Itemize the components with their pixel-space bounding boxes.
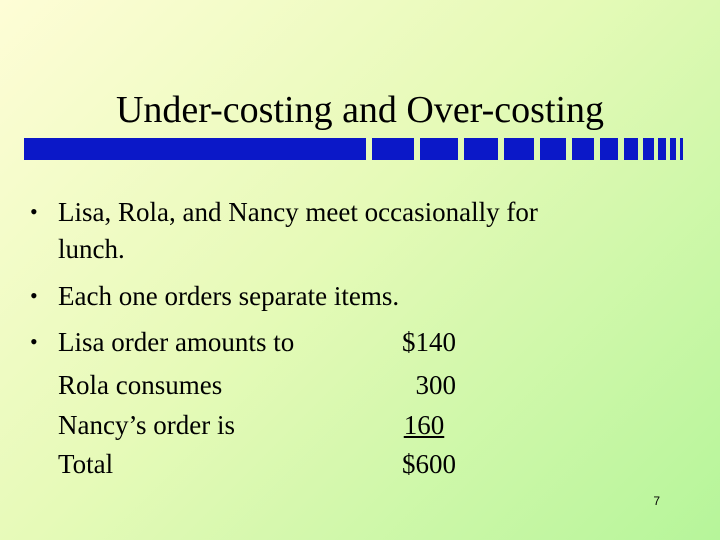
slide-title: Under-costing and Over-costing <box>115 89 605 131</box>
bullet-text-continued: lunch. <box>58 234 125 264</box>
amount-total: $600 <box>402 449 456 479</box>
page-number: 7 <box>653 494 660 508</box>
row-label: Nancy’s order is <box>58 410 235 440</box>
bullet-marker: • <box>30 199 38 224</box>
bullet-marker: • <box>30 329 38 354</box>
bullet-text: Lisa, Rola, and Nancy meet occasionally for <box>58 197 538 227</box>
row-label: Rola consumes <box>58 370 223 400</box>
amount-lisa: $140 <box>402 327 456 357</box>
amount-nancy: 160 <box>403 410 445 440</box>
bullet-text: Lisa order amounts to <box>58 327 295 357</box>
amount-rola: 300 <box>415 370 456 400</box>
bullet-text: Each one orders separate items. <box>58 281 400 311</box>
row-label: Total <box>58 449 114 479</box>
bullet-marker: • <box>30 283 38 308</box>
